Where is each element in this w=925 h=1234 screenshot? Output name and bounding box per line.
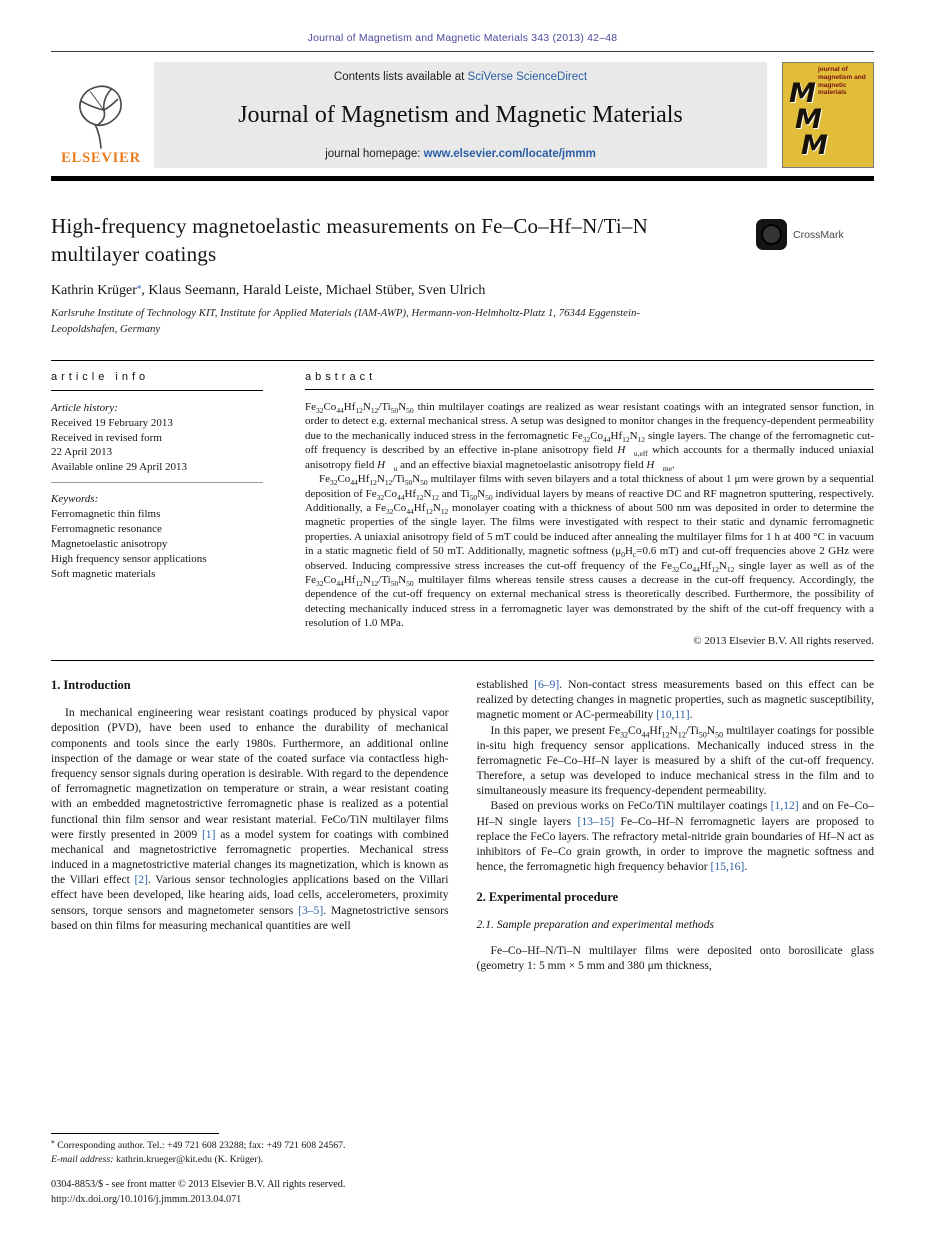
abstract-heading: abstract [305, 370, 874, 390]
homepage-label: journal homepage: [325, 148, 424, 160]
section-heading-introduction: 1. Introduction [51, 677, 131, 692]
top-rule [51, 51, 874, 52]
keyword: Magnetoelastic anisotropy [51, 538, 168, 551]
body-paragraph: established [6–9]. Non-contact stress measurements based on this effect can be realized by detecting changes in magnetic properties, such as magnetic susceptibility, magnetic moment or AC-permeability [10,11]. [476, 677, 874, 722]
article-title: High-frequency magnetoelastic measurements on Fe–Co–Hf–N/Ti–N multilayer coatings [51, 214, 648, 266]
body-paragraph: Fe–Co–Hf–N/Ti–N multilayer films were deposited onto borosilicate glass (geometry 1: 5 mm × 5 mm and 380 μm thickness, [476, 943, 874, 973]
masthead-center [154, 62, 767, 168]
citation-ref[interactable]: [3–5] [298, 903, 324, 917]
body-paragraph: In this paper, we present $Fe_{32}Co_{44}Hf_{12}N_{12}/Ti_{50}N_{50}$ multilayer coatings for possible in-situ high frequency sensor applications. Mechanically induced stress in the ferromagnetic Fe–Co–Hf–N layer is measured by a shift of the cut-off frequency. Therefore, a setup was developed to induce mechanical stress in the film and to simultaneously measure its frequency-dependent permeability. [476, 723, 874, 798]
footnote-corresponding-text: Corresponding author. Tel.: +49 721 608 23288; fax: +49 721 608 24567. [54, 1140, 346, 1152]
footnote-star: ⁎ [51, 1136, 55, 1146]
email-suffix: (K. Krüger). [214, 1153, 264, 1165]
cover-title: journal of magnetism and magnetic materials [818, 66, 866, 97]
masthead-bottom-bar [51, 176, 874, 181]
journal-cover-thumbnail[interactable] [782, 62, 874, 168]
abstract-paragraph-1: $Fe_{32}Co_{44}Hf_{12}N_{12}/Ti_{50}N_{50}$ thin multilayer coatings are realized as wear resistant coatings with an integrated sensor function, in order to detect e.g. external mechanical stress. A setup was designed to monitor changes in the frequency-dependent permeability due to the mechanically induced stress in the ferromagnetic $Fe_{32}Co_{44}Hf_{12}N_{12}$ single layers. The change of the ferromagnetic cut-off frequency is described by an effective in-plane anisotropy field $H⃗_{u,eff}$ which accounts for a thermally induced uniaxial anisotropy field $H⃗_u$ and an effective biaxial magnetoelastic anisotropy field $H⃗_{me}$. [305, 401, 874, 473]
citation-ref[interactable]: [1] [201, 827, 216, 841]
journal-title: Journal of Magnetism and Magnetic Materials [238, 102, 683, 128]
history-line: 22 April 2013 [51, 446, 113, 459]
article-body [51, 677, 874, 1166]
footnote [51, 1121, 449, 1166]
keyword: Ferromagnetic thin films [51, 508, 161, 521]
crossmark-icon [756, 219, 787, 250]
author-list [51, 280, 874, 299]
homepage-line [162, 148, 759, 160]
corresponding-author-mark[interactable]: ⁎ [136, 280, 142, 291]
email-link[interactable]: kathrin.krueger@kit.edu [115, 1153, 213, 1165]
subsection-heading-sample-preparation: 2.1. Sample preparation and experimental methods [476, 917, 715, 931]
journal-homepage-link[interactable]: www.elsevier.com/locate/jmmm [423, 148, 596, 160]
issn-copyright-line: 0304-8853/$ - see front matter © 2013 Elsevier B.V. All rights reserved. [51, 1179, 346, 1191]
abstract-column [305, 370, 874, 648]
footnote-line-1 [51, 1136, 449, 1153]
abstract-copyright: © 2013 Elsevier B.V. All rights reserved. [693, 634, 874, 647]
cover-monogram-m: M [795, 104, 822, 135]
left-column [51, 677, 449, 1166]
article-info-column [51, 370, 263, 648]
affiliation: Karlsruhe Institute of Technology KIT, Institute for Applied Materials (IAM-AWP), Hermann-von-Helmholtz-Platz 1, 76344 Eggenstein-Leopoldshafen, Germany [51, 307, 640, 335]
elsevier-tree-icon [69, 80, 133, 150]
contents-line [162, 71, 759, 83]
author-names: , Klaus Seemann, Harald Leiste, Michael Stüber, Sven Ulrich [141, 283, 486, 299]
crossmark-label: CrossMark [793, 228, 844, 241]
footnote-rule [51, 1133, 219, 1134]
citation-ref[interactable]: [1,12] [770, 799, 799, 813]
history-line: Received 19 February 2013 [51, 416, 173, 429]
article-info-heading: article info [51, 370, 263, 391]
doi-link[interactable]: http://dx.doi.org/10.1016/j.jmmm.2013.04.071 [51, 1194, 242, 1206]
info-abstract-section [51, 360, 874, 661]
abstract-paragraph-2: $Fe_{32}Co_{44}Hf_{12}N_{12}/Ti_{50}N_{50}$ multilayer films with seven bilayers and a total thickness of about 1 μm were grown by a sequential deposition of $Fe_{32}Co_{44}Hf_{12}N_{12}$ and $Ti_{50}N_{50}$ individual layers by means of reactive DC and RF magnetron sputtering, respectively. Additionally, a $Fe_{32}Co_{44}Hf_{12}N_{12}$ monolayer coating with a thickness of about 500 nm was deposited in order to determine the magnetic properties of the single layer. The films were investigated with respect to their static and dynamic ferromagnetic properties. A uniaxial anisotropy field of 5 mT could be induced after annealing the multilayer films for 1 h at 400 °C in vacuum in a static magnetic field of 50 mT. Additionally, magnetic softness ($\mu_0H_c=0.6$ mT) and cut-off frequencies above 2 GHz were observed. Inducing compressive stress increases the cut-off frequency of the $Fe_{32}Co_{44}Hf_{12}N_{12}$ single layer as well as of the $Fe_{32}Co_{44}Hf_{12}N_{12}/Ti_{50}N_{50}$ multilayer films whereas tensile stress causes a decrease in the cut-off frequency. Accordingly, the dependence of the cut-off frequency on external mechanical stress is theoretically described. Furthermore, the possibility of detecting mechanically induced stress in a ferromagnetic layer was demonstrated by the shift of the cut-off frequency with a resolution of 1.0 MPa. [305, 473, 874, 630]
sciverse-sciencedirect-link[interactable]: SciVerse ScienceDirect [467, 71, 588, 83]
imprint [51, 1178, 874, 1208]
citation-ref[interactable]: [10,11] [656, 708, 690, 722]
keyword: Soft magnetic materials [51, 568, 156, 581]
masthead [51, 62, 874, 168]
history-line: Available online 29 April 2013 [51, 461, 188, 474]
cover-monogram [789, 78, 828, 161]
journal-citation: Journal of Magnetism and Magnetic Materials 343 (2013) 42–48 [307, 32, 618, 44]
body-paragraph: Based on previous works on FeCo/TiN multilayer coatings [1,12] and on Fe–Co–Hf–N single layers [13–15] Fe–Co–Hf–N ferromagnetic layers are proposed to replace the FeCo layers. The refractory metal-nitride grain boundaries of Hf–N act as inhibitors of Fe–Co grain growth, in order to improve the magnetic softness and hence, the ferromagnetic high frequency behavior [15,16]. [476, 799, 875, 874]
right-column [477, 677, 875, 1166]
cover-monogram-m: M [789, 78, 816, 109]
elsevier-logo-text: ELSEVIER [61, 150, 141, 166]
keyword: Ferromagnetic resonance [51, 523, 162, 536]
keywords-label: Keywords: [51, 493, 99, 506]
crossmark-badge[interactable] [756, 219, 852, 250]
email-label: E-mail address: [51, 1153, 114, 1165]
title-block [51, 213, 874, 268]
elsevier-logo [51, 62, 151, 168]
keyword: High frequency sensor applications [51, 553, 207, 566]
cover-monogram-m: M [801, 130, 828, 161]
contents-prefix: Contents lists available at [333, 71, 468, 83]
section-heading-experimental: 2. Experimental procedure [476, 890, 619, 905]
history-line: Received in revised form [51, 431, 162, 444]
author-name-corresponding: Kathrin Krüger [51, 283, 137, 299]
citation-ref[interactable]: [6–9] [534, 677, 560, 691]
article-history-label: Article history: [51, 401, 118, 414]
introduction-paragraph: In mechanical engineering wear resistant coatings produced by physical vapor deposition (PVD), have been used to enhance the durability of mechanical components and tools since the early 1980s. Furthermore, an additional online inspection of the damage or wear state of the coated surface via contactless high-frequency sensor signals during operation is desirable. With regard to the dependence of ferromagnetic magnetization on temperature or strain, a wear resistant coating with an embedded magnetostrictive ferromagnetic phase is realized as a potential functional thin film sensor and wear resistant material. FeCo/TiN multilayer films were firstly presented in 2009 [1] as a model system for coatings with combined mechanical and magnetostrictive ferromagnetic properties. Mechanical stress induced in a magnetostrictive material changes its magnetization, which is known as the Villari effect [2]. Various sensor technologies applications based on the Villari effect have been developed, like hearing aids, load cells, accelerometers, proximity sensors, torque sensors and magnetometer sensors [3–5]. Magnetostrictive sensors based on thin films for measuring mechanical quantities are well [51, 706, 449, 932]
article-info-divider [51, 482, 263, 483]
citation-ref[interactable]: [13–15] [577, 814, 615, 828]
footnote-line-2 [51, 1153, 449, 1167]
citation-ref[interactable]: [15,16] [710, 860, 745, 874]
citation-ref[interactable]: [2] [134, 873, 148, 887]
